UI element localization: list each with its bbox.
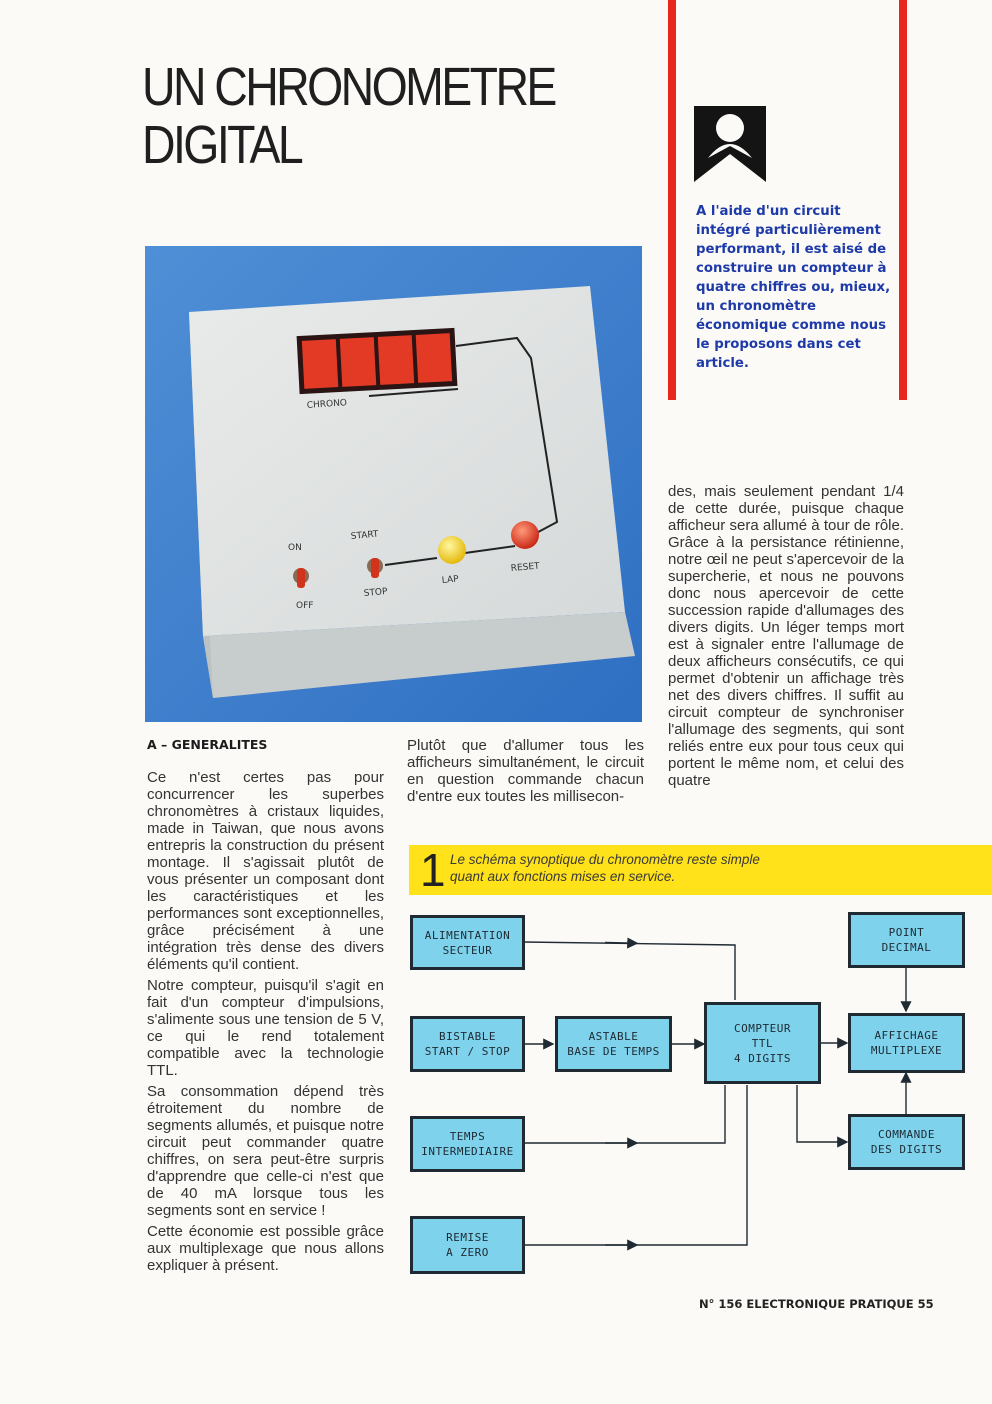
block-label: TEMPS INTERMEDIAIRE (421, 1130, 514, 1158)
title-line-1: UN CHRONOMETRE (142, 57, 555, 117)
label-lap: LAP (441, 574, 460, 586)
caption-line-2: quant aux fonctions mises en service. (450, 868, 676, 884)
block-remise-a-zero (410, 1216, 525, 1274)
block-label: COMMANDE DES DIGITS (870, 1128, 943, 1156)
block-affichage-multiplexe (848, 1013, 965, 1073)
magazine-logo (694, 106, 766, 182)
block-label: COMPTEUR TTL 4 DIGITS (734, 1021, 791, 1065)
intro-text: A l'aide d'un circuit intégré particulièrement performant, il est aisé de construire un compteur à quatre chiffres ou, mieux, un chronomètre économique comme nous le proposons dans cet article. (696, 204, 891, 371)
block-alimentation-secteur (410, 915, 525, 970)
page-footer: N° 156 ELECTRONIQUE PRATIQUE 55 (699, 1297, 934, 1311)
text-column-1 (147, 769, 384, 1278)
block-point-decimal (848, 912, 965, 968)
caption-line-1: Le schéma synoptique du chronomètre reste simple (450, 852, 760, 867)
chronometer-photo (145, 246, 642, 722)
section-heading: A – GENERALITES (147, 737, 268, 752)
block-label: REMISE A ZERO (446, 1231, 489, 1259)
figure-caption (450, 852, 850, 885)
red-bar-right (899, 0, 907, 400)
figure-number: 1 (420, 844, 446, 896)
block-label: ASTABLE BASE DE TEMPS (567, 1030, 660, 1058)
text-column-3 (668, 483, 904, 793)
label-on: ON (288, 543, 302, 553)
block-compteur (704, 1002, 821, 1084)
block-bistable (410, 1016, 525, 1072)
red-bar-left (668, 0, 676, 400)
label-start: START (350, 529, 379, 542)
paragraph: Cette économie est possible grâce aux multiplexage que nous allons expliquer à présent. (147, 1223, 384, 1274)
block-astable (555, 1016, 672, 1072)
paragraph: des, mais seulement pendant 1/4 de cette durée, puisque chaque afficheur sera allumé à tour de rôle. Grâce à la persistance rétinienne, notre œil ne peut s'apercevoir de la supercherie, et nous ne pouvons donc nous apercevoir de cette succession rapide d'allumages des divers digits. Un léger temps mort est à signaler entre l'allumage de deux afficheurs consécutifs, ce qui permet d'obtenir un affichage très net des divers chiffres. Il suffit au circuit compteur de synchroniser l'allumage des segments, qui sont reliés entre eux pour tous ceux qui portent le même nom, et celui des quatre (668, 483, 904, 789)
title-line-2: DIGITAL (142, 115, 302, 175)
block-label: ALIMENTATION SECTEUR (424, 928, 511, 957)
paragraph: Ce n'est certes pas pour concurrencer les superbes chronomètres à cristaux liquides, made in Taiwan, que nous avons entrepris la construction du présent montage. Il s'agissait plutôt de vous présenter un composant dont les caractéristiques et les performances sont exceptionnelles, grâce précisément à une intégration très dense des divers éléments qu'il contient. (147, 769, 384, 973)
paragraph: Plutôt que d'allumer tous les afficheurs simultanément, le circuit en question commande chacun d'entre eux toutes les millisecon- (407, 737, 644, 805)
block-label: BISTABLE START / STOP (424, 1030, 511, 1058)
label-stop: STOP (363, 586, 388, 599)
block-label: AFFICHAGE MULTIPLEXE (870, 1029, 943, 1057)
block-label: POINT DECIMAL (881, 926, 932, 954)
label-chrono: CHRONO (306, 398, 348, 411)
text-column-2 (407, 737, 644, 809)
label-off: OFF (296, 601, 314, 611)
label-reset: RESET (510, 561, 540, 574)
block-commande-digits (848, 1114, 965, 1170)
block-temps-intermediaire (410, 1116, 525, 1172)
paragraph: Notre compteur, puisqu'il s'agit en fait d'un compteur d'impulsions, s'alimente sous une tension de 5 V, ce qui le rend totalement compatible avec la technologie TTL. (147, 977, 384, 1079)
block-diagram (405, 905, 992, 1285)
paragraph: Sa consommation dépend très étroitement du nombre de segments allumés, et puisque notre circuit peut commander quatre chiffres, on sera peut-être surpris d'apprendre que celle-ci n'est que de 40 mA lorsque tous les segments sont en service ! (147, 1083, 384, 1219)
page-title (142, 58, 555, 174)
